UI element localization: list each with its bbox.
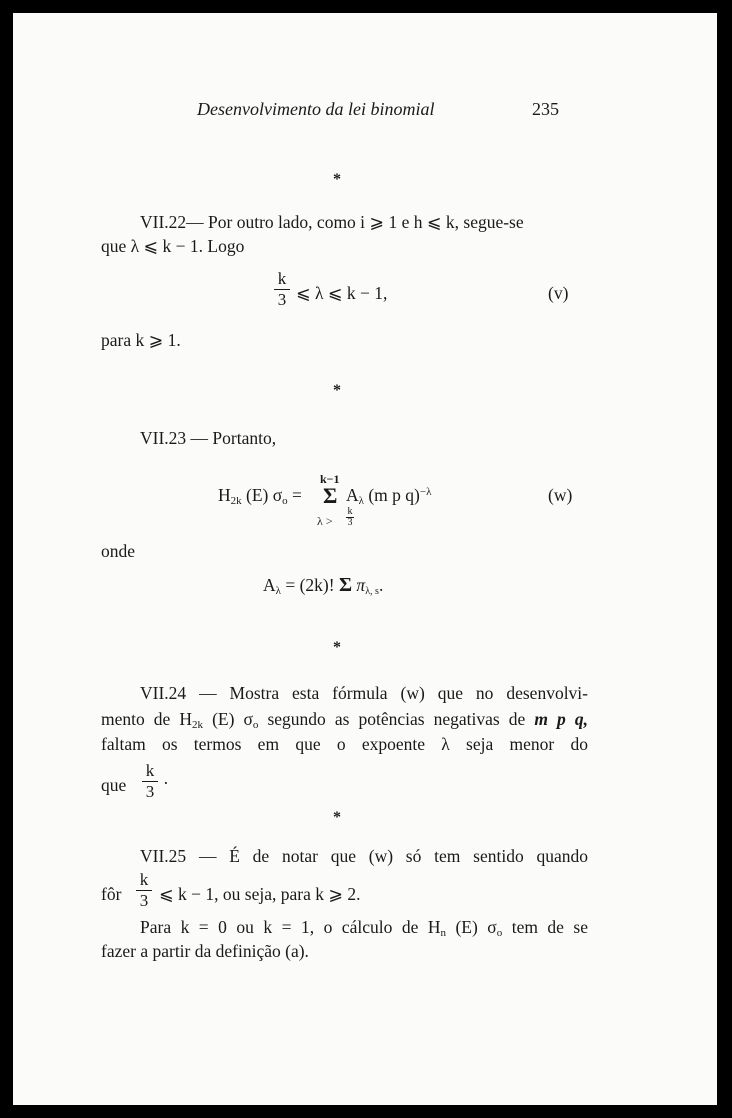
s25-H-sub: n — [440, 927, 446, 939]
s23-term — [346, 487, 431, 507]
s24-mpq: m p q, — [534, 709, 588, 729]
sum-lower-num: k — [347, 506, 353, 517]
s22-line1 — [140, 214, 524, 232]
s22-after: para k ⩾ 1. — [101, 330, 181, 350]
s22-fraction — [274, 270, 290, 309]
section-separator: * — [333, 639, 341, 656]
s22-label: VII.22 — [140, 212, 187, 232]
sum-upper-limit: k−1 — [320, 472, 340, 486]
s23-lhs-rest: (E) σ — [246, 485, 283, 505]
book-page — [13, 13, 717, 1105]
s22-formula-rest: ⩽ λ ⩽ k − 1, — [296, 283, 388, 303]
s24-line2-b: (E) σ — [212, 709, 253, 729]
section-separator: * — [333, 382, 341, 399]
s23-sigma-sub: o — [282, 495, 288, 507]
page-number: 235 — [532, 99, 559, 119]
s22-equation-label: (v) — [548, 283, 569, 303]
s23-formula2 — [263, 575, 383, 597]
s24-line1: VII.24 — Mostra esta fórmula (w) que no desenvolvi- — [140, 683, 588, 703]
s23-eq: = — [292, 485, 302, 505]
f2-eq: = (2k)! — [285, 575, 335, 595]
s23-H-sub: 2k — [230, 495, 242, 507]
s23-heading: VII.23 — Portanto, — [140, 428, 277, 448]
sum-lower-fraction — [346, 507, 354, 528]
running-title: Desenvolvimento da lei binomial — [197, 99, 435, 119]
f2-summation-sign: Σ — [338, 574, 353, 596]
f2-pi: π — [356, 575, 366, 595]
s22-line2: que λ ⩽ k − 1. Logo — [101, 236, 245, 256]
s25-fraction — [136, 871, 152, 910]
s23-onde: onde — [101, 541, 136, 561]
s25-sigma-sub: o — [496, 927, 503, 939]
sum-lower-den: 3 — [347, 517, 353, 528]
s22-line1-text: — Por outro lado, como i ⩾ 1 e h ⩽ k, segue-se — [186, 212, 524, 232]
s25-p2-c: tem de se — [511, 917, 589, 937]
s24-que: que — [101, 775, 127, 795]
s23-lhs — [218, 487, 302, 507]
s23-A-sub: λ — [358, 495, 364, 507]
s22-frac-num: k — [277, 269, 287, 288]
s24-frac-num: k — [145, 761, 155, 780]
s25-p2-b: (E) σ — [455, 917, 497, 937]
s24-line3: faltam os termos em que o expoente λ seja menor do — [101, 734, 588, 754]
s25-frac-num: k — [139, 870, 149, 889]
section-separator: * — [333, 809, 341, 826]
s24-line2-a: mento de H — [101, 709, 193, 729]
f2-A-sub: λ — [275, 585, 281, 597]
s24-end: · — [163, 773, 169, 793]
s24-fraction — [142, 762, 158, 801]
s23-equation-label: (w) — [548, 485, 573, 505]
s24-H-sub: 2k — [192, 719, 204, 731]
section-separator: * — [333, 171, 341, 188]
s25-p2-line1 — [140, 919, 588, 939]
f2-A: A — [263, 575, 276, 595]
s23-term-rest: (m p q) — [368, 485, 420, 505]
s23-A: A — [346, 485, 359, 505]
f2-pi-sub: λ, s — [365, 586, 379, 597]
s24-line2-c: segundo as potências negativas de — [267, 709, 526, 729]
f2-end: . — [378, 575, 384, 595]
s25-p2-line2: fazer a partir da definição (a). — [101, 941, 309, 961]
summation-sign: Σ — [323, 483, 338, 508]
s25-line1: VII.25 — É de notar que (w) só tem sentido quando — [140, 846, 588, 866]
s24-frac-den: 3 — [145, 782, 155, 801]
s25-p2-a: Para k = 0 ou k = 1, o cálculo de H — [140, 917, 441, 937]
s23-H: H — [218, 485, 231, 505]
s22-frac-den: 3 — [277, 290, 287, 309]
s24-sigma-sub: o — [252, 719, 259, 731]
sum-lower-limit: λ > — [317, 514, 333, 528]
s23-exponent: −λ — [419, 486, 432, 498]
s25-frac-den: 3 — [139, 891, 149, 910]
s25-for: fôr — [101, 884, 122, 904]
s25-rest: ⩽ k − 1, ou seja, para k ⩾ 2. — [159, 884, 361, 904]
s24-line2 — [101, 711, 588, 731]
